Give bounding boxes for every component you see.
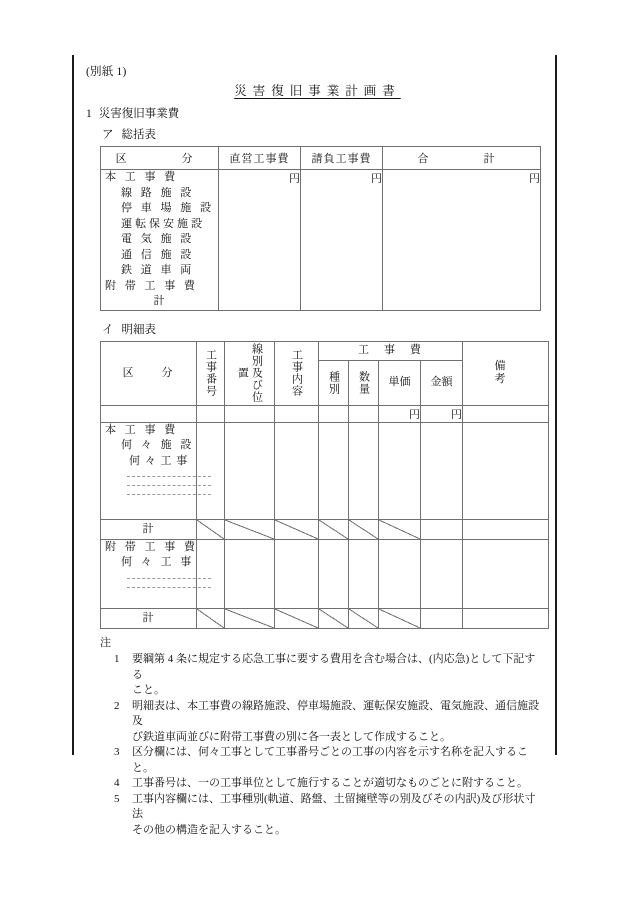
document-title: 災害復旧事業計画書 [234,84,401,98]
note-text: 工事内容欄には、工事種別(軌道、路盤、土留擁壁等の別及びその内訳)及び形状寸法 [132,792,536,820]
detail-header-work-content: 工事内容 [275,341,319,405]
summary-category-row-4: 電 気 施 設 [121,233,195,245]
detail-category-cell[interactable] [101,422,197,519]
detail-header-type: 種別 [319,360,349,405]
note-text: 明細表は、本工事費の線路施設、停車場施設、運転保安施設、電気施設、通信施設及 [132,699,539,727]
detail-header-work-cost: 工 事 費 [319,341,463,360]
section-heading [86,105,543,121]
detail-total-struck-cell [319,608,349,628]
summary-total-cell[interactable]: 円 [383,170,541,311]
detail-entry-cell[interactable] [421,422,463,519]
subsection-marker-b: イ [102,323,114,336]
detail-entry-cell[interactable] [197,422,225,519]
detail-entry-cell[interactable] [225,422,275,519]
detail-total-value-cell[interactable] [463,519,549,539]
detail-total-value-cell[interactable] [421,519,463,539]
detail-entry-cell[interactable] [463,539,549,608]
note-text: 要綱第 4 条に規定する応急工事に要する費用を含む場合は、(内応急)として下記する [132,653,536,681]
detail-header-kubun: 区 分 [101,341,197,405]
detail-entry-cell[interactable] [349,539,379,608]
detail-currency-spacer [275,405,319,422]
section-number: 1 [86,108,92,120]
subsection-label-b: 明細表 [121,323,156,336]
section-label: 災害復旧事業費 [98,108,180,120]
detail-currency-spacer [319,405,349,422]
detail-total-struck-cell [197,519,225,539]
detail-header-line-location: 線別及び位置 [225,341,275,405]
note-continuation: その他の構造を記入すること。 [132,823,286,836]
detail-total-struck-cell [379,608,421,628]
summary-header-total: 合 計 [383,147,541,170]
note-item-4 [114,776,543,792]
detail-table [100,341,561,629]
summary-category-row-3: 運転保安施設 [121,217,205,230]
detail-entry-cell[interactable] [225,539,275,608]
detail-header-unit-price: 単価 [379,360,421,405]
summary-category-row-8: 計 [153,295,166,307]
detail-total-struck-cell [349,608,379,628]
detail-currency-spacer [225,405,275,422]
detail-category-line-2: 何 々 工 事 [129,454,189,467]
detail-entry-cell[interactable] [275,539,319,608]
detail-total-label: 計 [101,608,197,628]
detail-total-struck-cell [275,519,319,539]
detail-entry-cell[interactable] [275,422,319,519]
subsection-label-a: 総括表 [121,129,156,141]
detail-category-line-0: 本 工 事 費 [105,423,179,436]
detail-block-row [101,422,549,519]
note-number: 1 [114,653,120,665]
detail-entry-cell[interactable] [197,539,225,608]
detail-header-quantity: 数量 [349,360,379,405]
detail-total-struck-cell [197,608,225,628]
detail-entry-cell[interactable] [319,539,349,608]
detail-header-remarks: 備 考 [463,341,549,405]
detail-total-struck-cell [275,608,319,628]
subsection-marker-a: ア [102,129,114,141]
detail-currency-spacer [101,405,197,422]
detail-amount-currency: 円 [421,405,463,422]
note-number: 3 [114,746,120,758]
summary-category-row-2: 停 車 場 施 設 [121,202,214,214]
detail-total-struck-cell [225,608,275,628]
detail-currency-spacer [463,405,549,422]
detail-entry-cell[interactable] [379,422,421,519]
summary-category-row-6: 鉄 道 車 両 [121,264,195,276]
detail-total-struck-cell [379,519,421,539]
detail-currency-spacer [349,405,379,422]
summary-category-row-0: 本 工 事 費 [105,171,179,183]
summary-category-row-1: 線 路 施 設 [121,186,195,199]
note-item-3 [114,745,543,776]
detail-header-work-number: 工事番号 [197,341,225,405]
detail-block-row [101,539,549,608]
note-item-1 [114,652,543,683]
detail-category-cell[interactable] [101,539,197,608]
detail-category-line-1: 何 々 施 設 [121,439,195,451]
summary-category-row-5: 通 信 施 設 [121,248,195,261]
note-continuation: こと。 [132,684,165,696]
note-text: 区分欄には、何々工事として工事番号ごとの工事の内容を示す名称を記入すること。 [132,746,528,774]
detail-total-row [101,608,549,628]
detail-currency-row [101,405,549,422]
detail-total-row [101,519,549,539]
summary-header-kubun: 区 分 [101,147,219,170]
note-text: 工事番号は、一の工事単位として施行することが適切なものごとに附すること。 [132,777,528,789]
note-number: 5 [114,792,120,805]
summary-header-row [101,147,541,170]
detail-total-value-cell[interactable] [421,608,463,628]
subsection-heading-detail [102,321,543,337]
detail-entry-cell[interactable] [349,422,379,519]
detail-total-value-cell[interactable] [463,608,549,628]
summary-header-contract-cost: 請負工事費 [301,147,383,170]
summary-body-row [101,170,541,311]
note-item-2 [114,699,543,730]
detail-total-label: 計 [101,519,197,539]
detail-total-struck-cell [349,519,379,539]
subsection-heading-summary [102,126,543,142]
note-number: 2 [114,699,120,712]
detail-unit-price-currency: 円 [379,405,421,422]
detail-entry-cell[interactable] [319,422,349,519]
summary-table [100,146,541,311]
notes-title: 注 [100,636,111,649]
detail-category-line-0: 附 帯 工 事 費 [105,540,198,553]
detail-currency-spacer [197,405,225,422]
detail-total-struck-cell [319,519,349,539]
detail-total-struck-cell [225,519,275,539]
detail-category-line-1: 何 々 工 事 [121,556,195,568]
document-sheet [72,55,561,838]
note-number: 4 [114,777,120,789]
summary-direct-cost-cell[interactable]: 円 [219,170,301,311]
detail-entry-cell[interactable] [421,539,463,608]
note-item-5 [114,792,543,823]
detail-header-amount: 金額 [421,360,463,405]
detail-entry-cell[interactable] [463,422,549,519]
summary-header-direct-cost: 直営工事費 [219,147,301,170]
attachment-label: (別紙 1) [86,66,127,78]
detail-header-row-top [101,341,549,360]
summary-contract-cost-cell[interactable]: 円 [301,170,383,311]
note-continuation: び鉄道車両並びに附帯工事費の別に各一表として作成すること。 [132,730,451,743]
detail-entry-cell[interactable] [379,539,421,608]
notes-section [100,636,543,839]
summary-category-row-7: 附 帯 工 事 費 [105,279,198,292]
summary-category-cell [101,170,219,311]
